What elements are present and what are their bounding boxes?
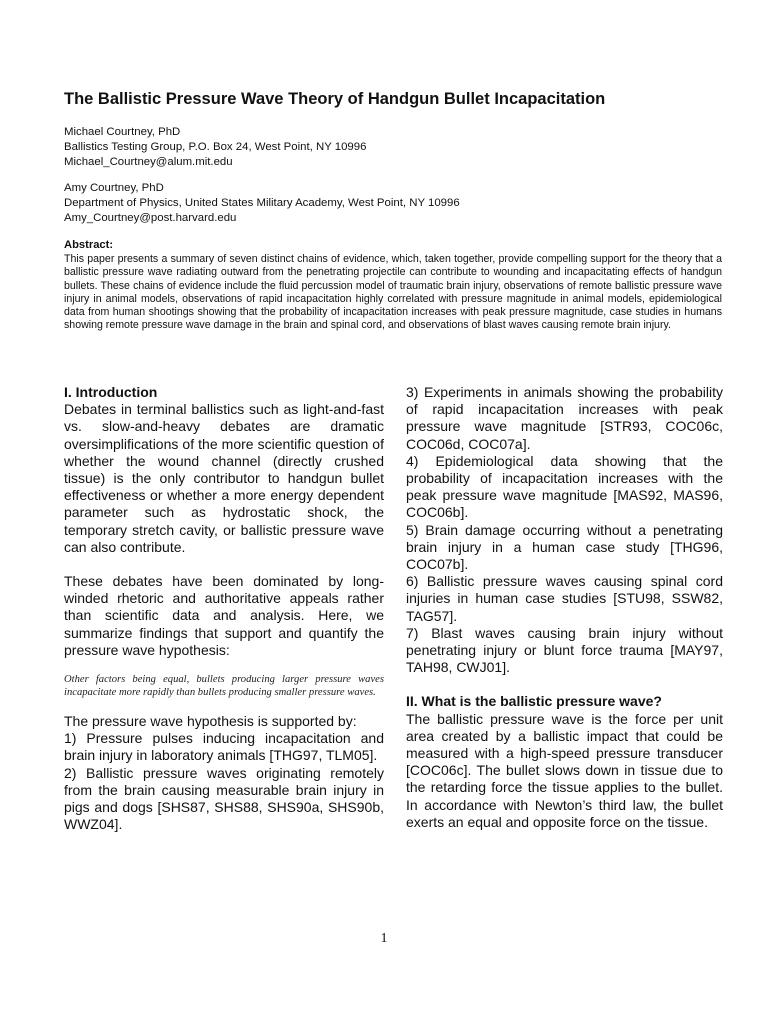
author-email: Michael_Courtney@alum.mit.edu (64, 156, 233, 169)
evidence-item-1: 1) Pressure pulses inducing incapacitation and brain injury in laboratory animals [THG97, TLM05]. (64, 730, 384, 764)
author-block-1 (64, 125, 724, 171)
evidence-item-3: 3) Experiments in animals showing the probability of rapid incapacitation increases with peak pressure wave magnitude [STR93, COC06c, COC06d, COC07a]. (406, 384, 723, 452)
abstract-text: This paper presents a summary of seven distinct chains of evidence, which, taken together, provide compelling support for the theory that a ballistic pressure wave radiating outward from the penetrating projectile can contribute to wounding and incapacitating effects of handgun bullets. These chains of evidence include the fluid percussion model of traumatic brain injury, observations of remote ballistic pressure wave injury in animal models, observations of rapid incapacitation highly correlated with pressure magnitude in animal models, epidemiological data from human shootings showing that the probability of incapacitation increases with peak pressure magnitude, case studies in humans showing remote pressure wave damage in the brain and spinal cord, and observations of blast waves causing remote brain injury. (64, 253, 722, 332)
abstract-heading: Abstract: (64, 239, 114, 251)
section-2-heading: II. What is the ballistic pressure wave? (406, 693, 662, 710)
evidence-item-6: 6) Ballistic pressure waves causing spinal cord injuries in human case studies [STU98, SSW82, TAG57]. (406, 573, 723, 624)
page-number: 1 (380, 931, 388, 946)
left-column (64, 384, 384, 833)
author-name: Michael Courtney, PhD (64, 126, 181, 138)
author-block-2 (64, 181, 724, 227)
evidence-item-4: 4) Epidemiological data showing that the probability of incapacitation increases with the peak pressure wave magnitude [MAS92, MAS96, COC06b]. (406, 452, 723, 521)
intro-paragraph-3: The pressure wave hypothesis is supported by: (64, 713, 357, 730)
author-name: Amy Courtney, PhD (64, 182, 164, 194)
section-2-paragraph: The ballistic pressure wave is the force per unit area created by a ballistic impact that could be measured with a high-speed pressure transducer [COC06c]. The bullet slows down in tissue due to the retarding force the tissue applies to the bullet. In accordance with Newton’s third law, the bullet exerts an equal and opposite force on the tissue. (406, 710, 723, 830)
paper-title: The Ballistic Pressure Wave Theory of Handgun Bullet Incapacitation (64, 90, 606, 108)
intro-paragraph-1: Debates in terminal ballistics such as light-and-fast vs. slow-and-heavy debates are dramatic oversimplifications of the more scientific question of whether the wound channel (directly crushed tissue) is the only contributor to handgun bullet effectiveness or whether a more energy dependent parameter such as hydrostatic shock, the temporary stretch cavity, or ballistic pressure wave can also contribute. (64, 401, 384, 555)
intro-paragraph-2: These debates have been dominated by long-winded rhetoric and authoritative appeals rather than scientific data and analysis. Here, we summarize findings that support and quantify the pressure wave hypothesis: (64, 573, 384, 658)
hypothesis-quote: Other factors being equal, bullets producing larger pressure waves incapacitate more rapidly than bullets producing smaller pressure waves. (64, 674, 384, 699)
evidence-item-2: 2) Ballistic pressure waves originating remotely from the brain causing measurable brain injury in pigs and dogs [SHS87, SHS88, SHS90a, SHS90b, WWZ04]. (64, 764, 384, 833)
author-email: Amy_Courtney@post.harvard.edu (64, 212, 237, 225)
evidence-item-7: 7) Blast waves causing brain injury without penetrating injury or blunt force trauma [MAY97, TAH98, CWJ01]. (406, 624, 723, 676)
right-column (406, 384, 723, 831)
evidence-item-5: 5) Brain damage occurring without a penetrating brain injury in a human case study [THG96, COC07b]. (406, 521, 723, 573)
author-affiliation: Ballistics Testing Group, P.O. Box 24, West Point, NY 10996 (64, 141, 367, 154)
author-affiliation: Department of Physics, United States Military Academy, West Point, NY 10996 (64, 197, 460, 210)
intro-heading: I. Introduction (64, 384, 158, 400)
